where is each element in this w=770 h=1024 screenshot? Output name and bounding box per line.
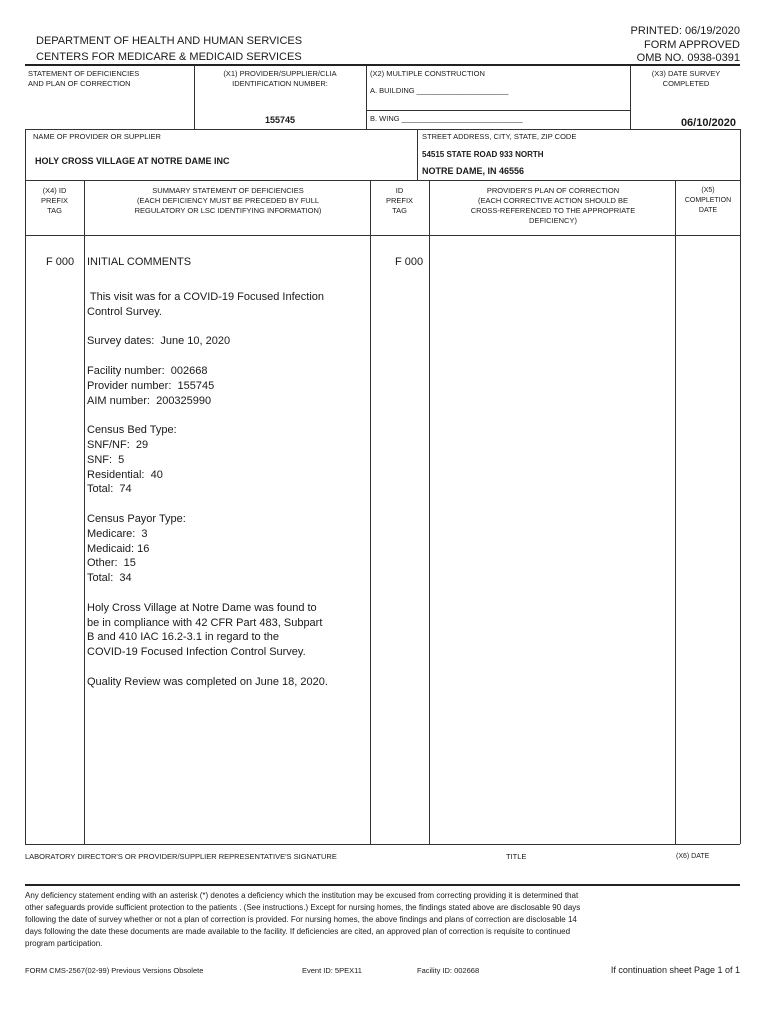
entry-line: Total: 74 [87, 483, 132, 496]
entry-line: Provider number: 155745 [87, 379, 215, 392]
provider-name-label: NAME OF PROVIDER OR SUPPLIER [33, 132, 161, 141]
entry-line [87, 497, 367, 512]
entry-body [87, 290, 367, 690]
facility-id: Facility ID: 002668 [417, 966, 480, 975]
left-border [25, 129, 26, 844]
prefix-tag-right: F 000 [395, 256, 424, 268]
entry-line: Survey dates: June 10, 2020 [87, 335, 231, 348]
city-state-zip: NOTRE DAME, IN 46556 [422, 166, 525, 176]
divider [366, 65, 367, 129]
disclaimer: Any deficiency statement ending with an asterisk (*) denotes a deficiency which the institution may be excused from correcting providing it is determined that other safeguards provide sufficient protection to the patients . (See instructions.) Except for nursing homes, the findings stated above are disclosable 90 days following the date of survey whether or not a plan of correction is provided. For nursing homes, the above findings and plans of correction are disclosable 14 days following the date these documents are made available to the facility. If deficiencies are cited, an approved plan of correction is requisite to continued program participation. [25, 891, 581, 948]
top-rule [25, 64, 740, 66]
date-label: (X6) DATE [676, 853, 710, 860]
street-address: 54515 STATE ROAD 933 NORTH [422, 150, 544, 159]
body-bottom [25, 844, 740, 845]
entry-line: AIM number: 200325990 [87, 394, 212, 407]
omb-number: OMB NO. 0938-0391 [636, 52, 740, 64]
entry-line: Medicare: 3 [87, 527, 148, 540]
entry-line: This visit was for a COVID-19 Focused Infection [87, 291, 324, 303]
entry-line: COVID-19 Focused Infection Control Survey. [87, 646, 306, 659]
entry-line: Control Survey. [87, 305, 162, 318]
event-id: Event ID: 5PEX11 [302, 966, 362, 975]
x3-label: (X3) DATE SURVEY COMPLETED [651, 69, 721, 88]
entry-line: SNF/NF: 29 [87, 438, 149, 451]
wing-field: B. WING _____________________________ [370, 114, 523, 123]
column-header-bottom [25, 235, 740, 236]
building-field: A. BUILDING ______________________ [370, 86, 509, 95]
agency-name: CENTERS FOR MEDICARE & MEDICAID SERVICES [36, 51, 302, 63]
divider [417, 129, 418, 180]
form-number: FORM CMS-2567(02-99) Previous Versions Obsolete [25, 966, 204, 975]
provider-box-bottom [25, 180, 740, 181]
entry-line: Census Bed Type: [87, 424, 177, 437]
signature-label: LABORATORY DIRECTOR'S OR PROVIDER/SUPPLIER REPRESENTATIVE'S SIGNATURE [25, 852, 337, 861]
x2-divider [366, 110, 630, 111]
prefix-tag-left: F 000 [46, 256, 75, 268]
entry-line: B and 410 IAC 16.2-3.1 in regard to the [87, 631, 280, 644]
entry-line: be in compliance with 42 CFR Part 483, Subpart [87, 616, 323, 629]
divider [370, 180, 371, 844]
divider [194, 65, 195, 129]
divider [84, 180, 85, 844]
entry-line: Other: 15 [87, 557, 136, 570]
x1-label: (X1) PROVIDER/SUPPLIER/CLIA IDENTIFICATION NUMBER: [223, 69, 337, 88]
entry-line [87, 660, 367, 675]
printed-date: PRINTED: 06/19/2020 [630, 25, 740, 37]
entry-line: Holy Cross Village at Notre Dame was found to [87, 601, 317, 614]
divider [429, 180, 430, 844]
entry-line: Residential: 40 [87, 468, 163, 481]
entry-line [87, 349, 367, 364]
x2-label: (X2) MULTIPLE CONSTRUCTION [370, 69, 485, 78]
title-label: TITLE [506, 852, 527, 861]
entry-line [87, 408, 367, 423]
id-header: ID PREFIX TAG [385, 186, 414, 215]
statement-label: STATEMENT OF DEFICIENCIES AND PLAN OF CORRECTION [28, 69, 140, 88]
entry-line: Medicaid: 16 [87, 542, 150, 555]
entry-heading: INITIAL COMMENTS [87, 256, 192, 268]
entry-line: Census Payor Type: [87, 512, 186, 525]
plan-header: PROVIDER'S PLAN OF CORRECTION (EACH CORRECTIVE ACTION SHOULD BE CROSS-REFERENCED TO THE APPROPRIATE DEFICIENCY) [470, 186, 636, 225]
provider-number: 155745 [264, 115, 296, 125]
page-indicator: If continuation sheet Page 1 of 1 [610, 965, 740, 975]
divider [675, 180, 676, 844]
form-approved: FORM APPROVED [644, 39, 740, 51]
provider-name: HOLY CROSS VILLAGE AT NOTRE DAME INC [35, 156, 230, 166]
entry-line [87, 320, 367, 335]
summary-header: SUMMARY STATEMENT OF DEFICIENCIES (EACH DEFICIENCY MUST BE PRECEDED BY FULL REGULATORY OR LSC IDENTIFYING INFORMATION) [134, 186, 322, 215]
top-box-bottom [25, 129, 740, 130]
entry-line [87, 586, 367, 601]
department-name: DEPARTMENT OF HEALTH AND HUMAN SERVICES [36, 35, 303, 47]
entry-line: SNF: 5 [87, 453, 125, 466]
entry-line: Quality Review was completed on June 18, 2020. [87, 675, 328, 688]
entry-line: Facility number: 002668 [87, 364, 208, 377]
survey-date: 06/10/2020 [680, 117, 736, 129]
x5-header: (X5) COMPLETION DATE [684, 187, 732, 214]
address-label: STREET ADDRESS, CITY, STATE, ZIP CODE [422, 132, 577, 141]
divider [630, 65, 631, 129]
signature-rule [25, 884, 740, 886]
x4-header: (X4) ID PREFIX TAG [40, 186, 69, 215]
entry-line: Total: 34 [87, 572, 132, 585]
right-border [740, 129, 741, 844]
